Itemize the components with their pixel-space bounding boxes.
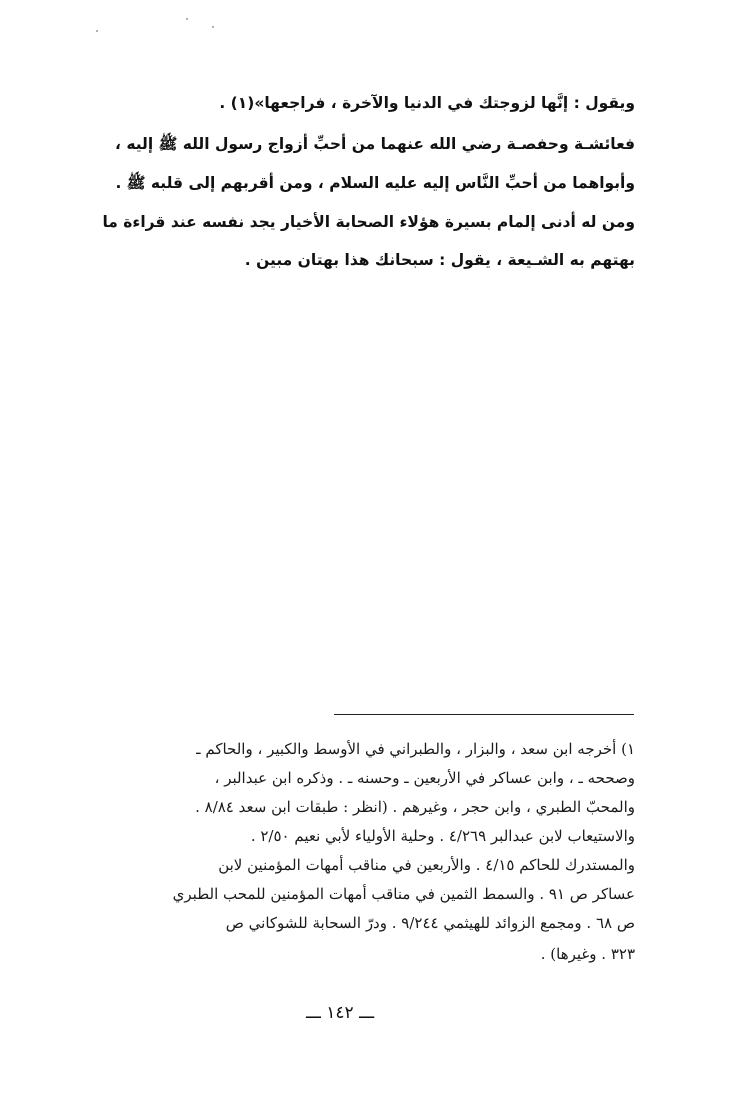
footnote-divider <box>334 714 634 715</box>
scan-speck <box>96 30 98 32</box>
page-number: ـــ ١٤٢ ـــ <box>305 1003 375 1023</box>
footnote-line-3: والمحبّ الطبري ، وابن حجر ، وغيرهم . (انظر : طبقات ابن سعد ٨/٨٤ . <box>195 798 635 816</box>
body-line-3: وأبواهما من أحبِّ النَّاس إليه عليه السلام ، ومن أقربهم إلى قلبه ﷺ . <box>115 174 635 192</box>
footnote-line-6: عساكر ص ٩١ . والسمط الثمين في مناقب أمهات المؤمنين للمحب الطبري <box>172 885 635 903</box>
body-line-2: فعائشـة وحفصـة رضي الله عنهما من أحبِّ أزواج رسول الله ﷺ إليه ، <box>115 135 635 153</box>
footnote-line-8: ٣٢٣ . وغيرها) . <box>540 945 635 963</box>
body-line-5: بهتهم به الشـيعة ، يقول : سبحانك هذا بهتان مبين . <box>244 251 635 269</box>
footnote-line-7: ص ٦٨ . ومجمع الزوائد للهيثمي ٩/٢٤٤ . ودرّ السحابة للشوكاني ص <box>225 914 635 932</box>
footnote-line-4: والاستيعاب لابن عبدالبر ٤/٢٦٩ . وحلية الأولياء لأبي نعيم ٢/٥٠ . <box>250 827 635 845</box>
body-line-4: ومن له أدنى إلمام بسيرة هؤلاء الصحابة الأخيار يجد نفسه عند قراءة ما <box>102 213 635 231</box>
footnote-line-2: وصححه ـ ، وابن عساكر في الأربعين ـ وحسنه ـ . وذكره ابن عبدالبر ، <box>214 769 635 787</box>
scan-speck <box>186 18 188 20</box>
footnote-line-1: ١) أخرجه ابن سعد ، والبزار ، والطبراني في الأوسط والكبير ، والحاكم ـ <box>196 740 635 758</box>
body-line-1: ويقول : إنَّها لزوجتك في الدنيا والآخرة ، فراجعها»(١) . <box>219 94 635 112</box>
footnote-line-5: والمستدرك للحاكم ٤/١٥ . والأربعين في مناقب أمهات المؤمنين لابن <box>218 856 635 874</box>
scan-speck <box>212 26 214 28</box>
